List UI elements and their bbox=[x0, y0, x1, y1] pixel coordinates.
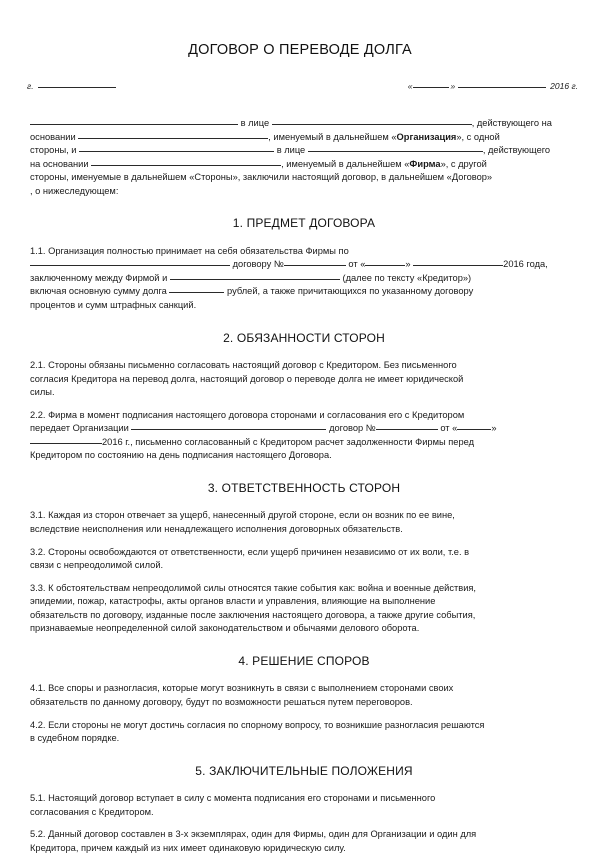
p11-line4-b: рублей, а также причитающихся по указанному договору bbox=[227, 286, 474, 297]
p11-line4-a: включая основную сумму долга bbox=[30, 286, 167, 297]
preamble-line3-b: в лице bbox=[276, 145, 306, 156]
spacer bbox=[30, 636, 578, 655]
month-blank[interactable] bbox=[458, 87, 546, 88]
p22-line2-d: » bbox=[491, 423, 497, 434]
preamble-line2-a: основании bbox=[30, 131, 76, 142]
paragraph-3-2 bbox=[30, 546, 578, 573]
p11-year-label: 2016 года, bbox=[503, 259, 548, 270]
p32-line-1: 3.2. Стороны освобождаются от ответственности, если ущерб причинен независимо от их воли, т.е. в bbox=[30, 546, 470, 557]
section-heading-5: 5. ЗАКЛЮЧИТЕЛЬНЫЕ ПОЛОЖЕНИЯ bbox=[195, 763, 413, 778]
p22-line3-a: 2016 г., письменно согласованный с Кредитором расчет задолженности Фирмы перед bbox=[102, 436, 475, 447]
quote-close-label: » bbox=[450, 81, 456, 91]
spacer bbox=[30, 668, 578, 682]
section-heading-4: 4. РЕШЕНИЕ СПОРОВ bbox=[238, 653, 370, 668]
p33-line-3: обязательств по договору, изданные после заключения настоящего договора, а также другие события, bbox=[30, 609, 476, 620]
preamble-line-3 bbox=[30, 144, 578, 158]
paragraph-3-1 bbox=[30, 509, 578, 536]
spacer bbox=[30, 778, 578, 792]
p42-line-2: в судебном порядке. bbox=[30, 733, 120, 744]
p51-line-1: 5.1. Настоящий договор вступает в силу с момента подписания его сторонами и письменного bbox=[30, 793, 436, 804]
p21-line-3: силы. bbox=[30, 387, 55, 398]
quote-open-label: « bbox=[407, 81, 413, 91]
p42-line-1: 4.2. Если стороны не могут достичь согласия по спорному вопросу, то возникшие разногласия решаются bbox=[30, 719, 485, 730]
section-heading-1: 1. ПРЕДМЕТ ДОГОВОРА bbox=[232, 216, 376, 231]
creditor-name-blank[interactable] bbox=[170, 279, 340, 280]
transfer-day-blank[interactable] bbox=[457, 429, 491, 430]
p41-line-2: обязательств по данному договору, будут по возможности решаться путем переговоров. bbox=[30, 696, 413, 707]
spacer bbox=[30, 231, 578, 245]
org-rep-blank[interactable] bbox=[272, 124, 472, 125]
paragraph-4-2 bbox=[30, 719, 578, 746]
preamble-line3-a: стороны, и bbox=[30, 145, 77, 156]
preamble-line4-a: на основании bbox=[30, 158, 89, 169]
contract-number-blank[interactable] bbox=[284, 265, 346, 266]
document-body bbox=[30, 117, 578, 855]
p22-line-2 bbox=[30, 422, 578, 436]
year-label: 2016 г. bbox=[550, 81, 578, 91]
p21-line-2: согласия Кредитора на перевод долга, настоящий договор о переводе долга не имеет юридической bbox=[30, 373, 464, 384]
p22-line-4: Кредитором по состоянию на день подписания настоящего Договора. bbox=[30, 450, 332, 461]
transfer-month-blank[interactable] bbox=[30, 443, 102, 444]
org-name-blank[interactable] bbox=[30, 124, 238, 125]
section-heading-3: 3. ОТВЕТСТВЕННОСТЬ СТОРОН bbox=[207, 480, 401, 495]
paragraph-5-1 bbox=[30, 792, 578, 819]
preamble-line1-b: , действующего на bbox=[471, 118, 552, 128]
p52-line-2: Кредитора, причем каждый из них имеет одинаковую юридическую силу. bbox=[30, 842, 346, 853]
preamble-line4-b: , именуемый в дальнейшем « bbox=[281, 158, 410, 169]
debt-amount-blank[interactable] bbox=[169, 292, 224, 293]
p11-dogovoru-label: договору № bbox=[232, 259, 284, 270]
p21-line-1: 2.1. Стороны обязаны письменно согласовать настоящий договор с Кредитором. Без письменного bbox=[30, 360, 457, 371]
p11-line-4 bbox=[30, 285, 578, 299]
city-prefix-label: г. bbox=[27, 81, 34, 91]
date-line bbox=[27, 81, 578, 91]
paragraph-2-1 bbox=[30, 359, 578, 400]
section-heading-2: 2. ОБЯЗАННОСТИ СТОРОН bbox=[223, 330, 385, 345]
org-basis-blank[interactable] bbox=[78, 138, 268, 139]
p11-line-2 bbox=[30, 258, 578, 272]
paragraph-4-1 bbox=[30, 682, 578, 709]
contract-month-blank[interactable] bbox=[413, 265, 503, 266]
p22-line2-c: от « bbox=[440, 423, 458, 434]
p11-ot-label: от « bbox=[348, 259, 366, 270]
p51-line-2: согласования с Кредитором. bbox=[30, 806, 154, 817]
spacer bbox=[30, 463, 578, 482]
p11-line-5: процентов и сумм штрафных санкций. bbox=[30, 300, 197, 311]
preamble-line2-c: », с одной bbox=[456, 131, 500, 142]
p52-line-1: 5.2. Данный договор составлен в 3-х экземплярах, один для Фирмы, один для Организации и один для bbox=[30, 829, 477, 840]
p41-line-1: 4.1. Все споры и разногласия, которые могут возникнуть в связи с выполнением сторонами своих bbox=[30, 683, 454, 694]
p31-line-2: вследствие неисполнения или ненадлежащего исполнения договорных обязательств. bbox=[30, 524, 403, 535]
city-blank[interactable] bbox=[38, 87, 116, 88]
paragraph-2-2 bbox=[30, 409, 578, 463]
transfer-contract-blank[interactable] bbox=[131, 429, 326, 430]
contract-day-blank[interactable] bbox=[365, 265, 405, 266]
preamble-line3-c: , действующего bbox=[482, 145, 551, 156]
preamble-line-6: , о нижеследующем: bbox=[30, 185, 119, 196]
p32-line-2: связи с непреодолимой силой. bbox=[30, 560, 164, 571]
p11-line-1: 1.1. Организация полностью принимает на себя обязательства Фирмы по bbox=[30, 245, 349, 256]
contract-name-blank[interactable] bbox=[30, 265, 230, 266]
spacer bbox=[30, 345, 578, 359]
spacer bbox=[30, 313, 578, 332]
p22-line2-b: договор № bbox=[329, 423, 376, 434]
p31-line-1: 3.1. Каждая из сторон отвечает за ущерб, нанесенный другой стороне, если он возник по ее вине, bbox=[30, 510, 455, 521]
p22-line2-a: передает Организации bbox=[30, 423, 129, 434]
preamble-line4-c: », с другой bbox=[440, 158, 487, 169]
preamble-line-5: стороны, именуемые в дальнейшем «Стороны», заключили настоящий договор, в дальнейшем «Договор» bbox=[30, 172, 493, 183]
firm-name-blank[interactable] bbox=[79, 151, 274, 152]
preamble-line-2 bbox=[30, 131, 578, 145]
firm-basis-blank[interactable] bbox=[91, 165, 281, 166]
city-field bbox=[27, 81, 116, 91]
term-organization: Организация bbox=[396, 131, 457, 142]
transfer-number-blank[interactable] bbox=[376, 429, 438, 430]
p11-line3-b: (далее по тексту «Кредитор») bbox=[342, 272, 472, 283]
p33-line-1: 3.3. К обстоятельствам непреодолимой силы относятся такие события как: война и военные действия, bbox=[30, 582, 477, 593]
p33-line-4: признаваемые неопределенной силой законодательством и обычаями делового оборота. bbox=[30, 623, 420, 634]
paragraph-5-2 bbox=[30, 828, 578, 855]
preamble-line-4 bbox=[30, 158, 578, 172]
spacer bbox=[30, 746, 578, 765]
date-field bbox=[408, 81, 578, 91]
p22-line-3 bbox=[30, 436, 578, 450]
p11-line-3 bbox=[30, 272, 578, 286]
preamble-line2-b: , именуемый в дальнейшем « bbox=[268, 131, 397, 142]
p11-line3-a: заключенному между Фирмой и bbox=[30, 272, 168, 283]
day-blank[interactable] bbox=[413, 87, 449, 88]
spacer bbox=[30, 495, 578, 509]
p22-line-1: 2.2. Фирма в момент подписания настоящего договора сторонами и согласования его с Кредитором bbox=[30, 409, 465, 420]
paragraph-3-3 bbox=[30, 582, 578, 636]
preamble-line1-a: в лице bbox=[240, 118, 270, 128]
preamble-paragraph bbox=[30, 117, 578, 198]
firm-rep-blank[interactable] bbox=[308, 151, 483, 152]
paragraph-1-1 bbox=[30, 245, 578, 313]
term-firm: Фирма bbox=[409, 158, 441, 169]
p33-line-2: эпидемии, пожар, катастрофы, акты органов власти и управления, влияющие на выполнение bbox=[30, 596, 436, 607]
preamble-line-1 bbox=[30, 117, 578, 131]
spacer bbox=[30, 198, 578, 217]
page-title: ДОГОВОР О ПЕРЕВОДЕ ДОЛГА bbox=[188, 42, 412, 58]
p11-quote-label: » bbox=[405, 259, 411, 270]
